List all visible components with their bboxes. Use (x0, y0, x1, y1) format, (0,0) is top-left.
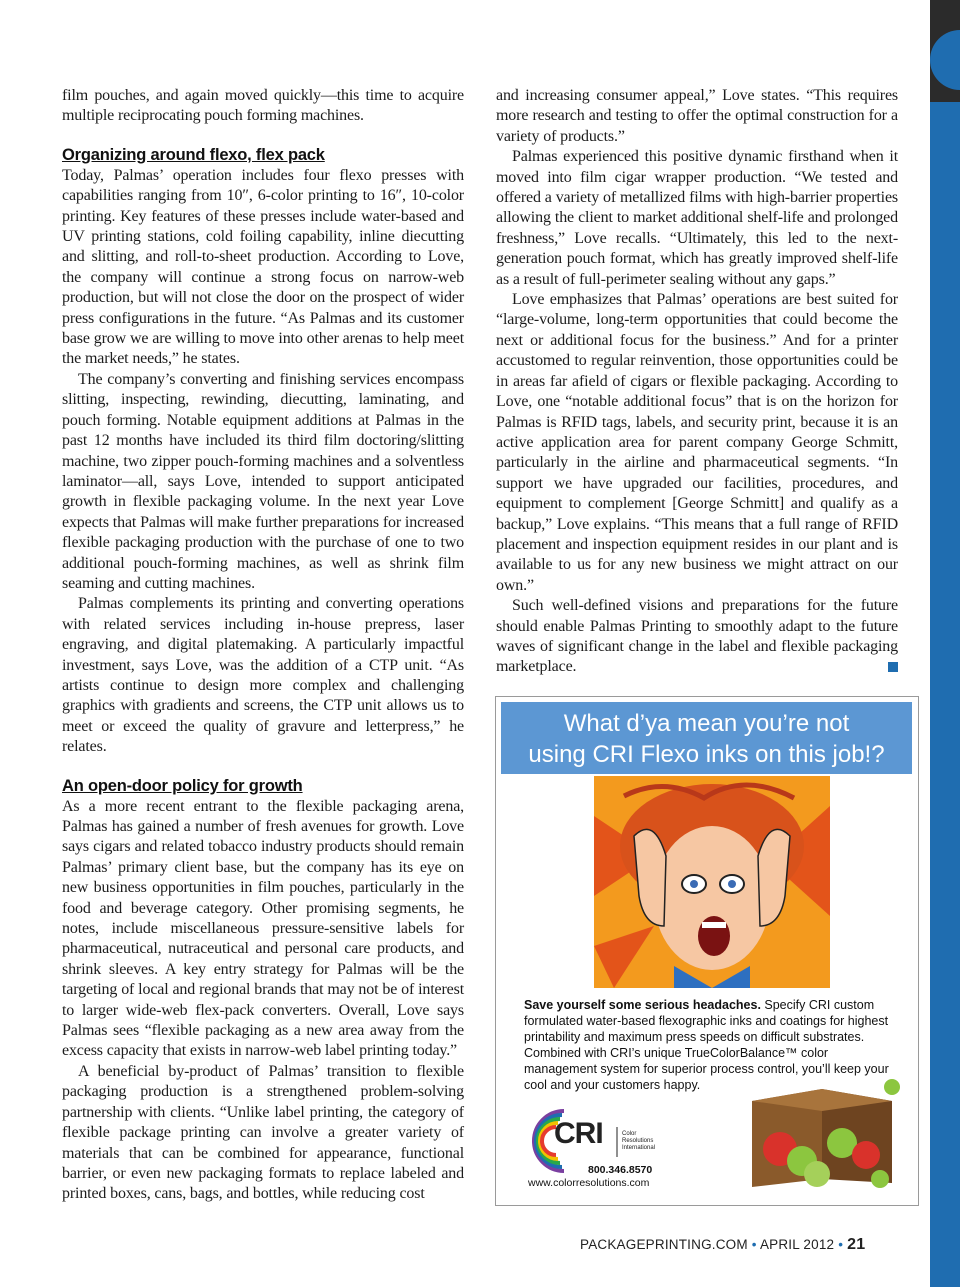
stressed-woman-illustration (594, 776, 830, 988)
paragraph: Palmas experienced this positive dynamic firsthand when it moved into film cigar wrapper production. “We tested and offered a variety of metallized films with high-barrier properties allowing the client to market additional shelf-life and prolonged freshness,” Love recalls. “Ultimately, this led to the next-generation pouch format, which has greatly improved shelf-life as a result of full-perimeter sealing without any gaps.” (496, 148, 898, 288)
page-number: 21 (847, 1236, 866, 1253)
ad-headline (501, 702, 912, 774)
ad-body-lead: Save yourself some serious headaches. (524, 998, 761, 1012)
paragraph-final (496, 596, 898, 678)
paragraph: The company’s converting and finishing services encompass slitting, inspecting, rewinding, diecutting, laminating, and pouch forming. Notable equipment additions at Palmas in the past 12 months have included its third film doctoring/slitting machine, two zipper pouch-forming machines and a solventless laminator—all, says Love, intended to support anticipated growth in flexible packaging volume. In the next year Love expects that Palmas will make further preparations for increased flexible packaging production with the purchase of one to two additional pouch-forming machines, as well as shrink film seaming and cutting machines. (62, 370, 464, 592)
ad-headline-line-2: using CRI Flexo inks on this job!? (528, 741, 885, 768)
page-edge-bar (930, 0, 960, 1287)
cri-subtitle-line: Resolutions (622, 1138, 654, 1144)
paragraph: A beneficial by-product of Palmas’ transition to flexible packaging production is a strengthened problem-solving partnership with clients. “Unlike label printing, the category of flexible package printing can involve a greater variety of materials that can be combined for appearance, functional barrier, or even new packaging formats to replace labeled and printed boxes, cans, bags, and bottles, while reducing cost (62, 1062, 464, 1203)
ad-headline-line-1: What d’ya mean you’re not (563, 710, 850, 737)
footer-bullet: • (751, 1237, 757, 1252)
cri-advertisement (495, 696, 919, 1206)
paragraph: Love emphasizes that Palmas’ operations are best suited for “large-volume, long-term opportunities that could become the next or additional focus for the business.” And for a printer accustomed to regular reinvention, those opportunities could be in areas far afield of cigars or flexible packaging. According to Love, one “notable additional focus” that is on the horizon for Palmas is RFID tags, labels, and security print, because it is an active application area for parent company George Schmitt, particularly in the airline and pharmaceutical segments. “In support we have upgraded our facilities, procedures, and equipment to complement [George Schmitt] and qualify as a backup,” Love explains. “This means that a full range of RFID placement and inspection equipment resides in our plant and is available to us for any new business we might attract on our own.” (496, 291, 898, 594)
right-column (496, 86, 898, 678)
footer-bullet: • (838, 1237, 844, 1252)
ad-body-text: Specify CRI custom formulated water-based flexographic inks and coatings for highest printability and maximum press speeds on difficult substrates. Combined with CRI’s unique TrueColorBalance™ color management system for superior process control, you’ll keep your cool and your customers happy. (524, 998, 889, 1092)
left-column (62, 86, 464, 1205)
illustration-graphic (594, 776, 830, 988)
ad-phone-number: 800.346.8570 (588, 1164, 653, 1176)
cri-subtitle-line: Color (622, 1131, 637, 1137)
paragraph-text: Such well-defined visions and preparations for the future should enable Palmas Printing to smoothly adapt to the future waves of significant change in the label and flexible packaging marketplace. (496, 597, 898, 676)
paragraph: As a more recent entrant to the flexible packaging arena, Palmas has gained a number of fresh avenues for growth. Love says cigars and related tobacco industry products should remain Palmas’ primary client base, but the company has its eye on new business opportunities in film pouches, particularly in the food and beverage category. Other promising segments, he notes, include miscellaneous pressure-sensitive labels for pharmaceutical, nutraceutical and personal care products, and shrink sleeves. A key entry strategy for Palmas will be the targeting of local and regional brands that may not be of interest to larger wide-web flex-pack converters. Overall, Love says Palmas sees “flexible packaging as a new area away from the excess capacity that exists in narrow-web label printing today.” (62, 797, 464, 1060)
cri-logo-text: CRI (554, 1117, 603, 1150)
footer-issue: APRIL 2012 (759, 1237, 835, 1252)
footer-publication: PACKAGEPRINTING.COM (580, 1237, 748, 1252)
paragraph: film pouches, and again moved quickly—this time to acquire multiple reciprocating pouch forming machines. (62, 87, 464, 125)
paragraph: and increasing consumer appeal,” Love states. “This requires more research and testing to offer the optimal construction for a variety of products.” (496, 87, 898, 145)
ad-website: www.colorresolutions.com (528, 1177, 650, 1189)
cri-subtitle-line: International (622, 1145, 656, 1151)
end-of-article-icon (888, 662, 898, 672)
cri-logo-subtitle (622, 1131, 672, 1152)
section-heading: An open-door policy for growth (62, 776, 303, 795)
product-packaging-image (742, 1079, 900, 1191)
page-footer (580, 1236, 865, 1254)
paragraph: Today, Palmas’ operation includes four flexo presses with capabilities ranging from 10″, 6-color printing to 16″, 10-color printing. Key features of these presses include water-based and UV printing stations, cold foiling capability, inline diecutting and slitting, and roll-to-sheet production. According to Love, the company will continue a strong focus on narrow-web production, but will not close the door on the prospect of wider press configurations in the future. “As Palmas and its customer base grow we are willing to move into other arenas to help meet the market needs,” he states. (62, 166, 464, 368)
paragraph: Palmas complements its printing and converting operations with related services including in-house prepress, laser engraving, and digital platemaking. A particularly impactful investment, says Love, was the addition of a CTP unit. “As artists continue to design more complex and challenging graphics with gradients and screens, the CTP unit allows us to meet or exceed the quality of gravure and letterpress,” he relates. (62, 595, 464, 756)
section-heading: Organizing around flexo, flex pack (62, 145, 325, 164)
